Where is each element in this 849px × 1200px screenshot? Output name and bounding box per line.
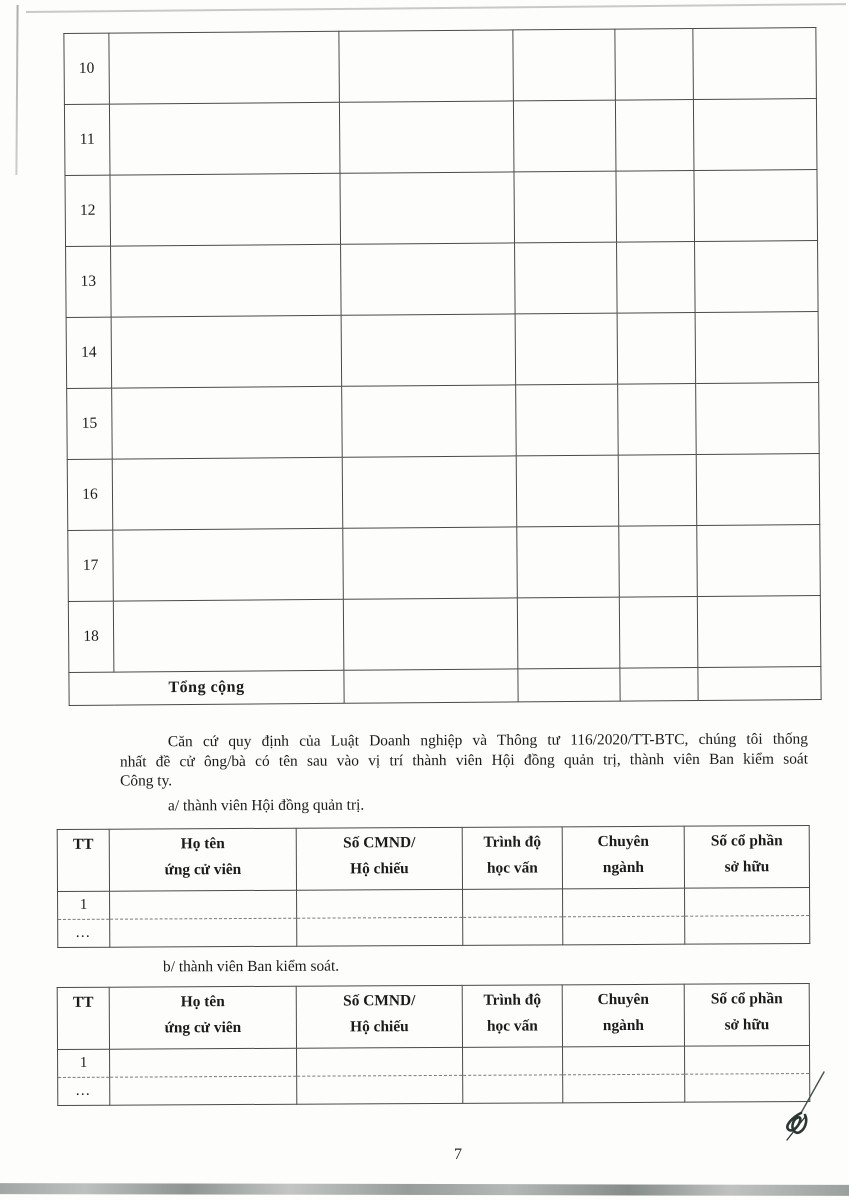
empty-cell — [620, 668, 698, 702]
empty-cell — [110, 1076, 297, 1105]
header-text: Chuyên — [597, 832, 649, 851]
header-cell-id — [296, 827, 462, 890]
row-number-cell: 14 — [66, 317, 112, 388]
header-cell-name — [109, 828, 296, 891]
empty-cell — [110, 173, 341, 246]
empty-cell — [615, 100, 694, 172]
empty-cell — [619, 526, 698, 598]
table-row — [68, 596, 821, 673]
empty-cell — [297, 1075, 463, 1104]
table-row — [58, 888, 810, 920]
empty-cell — [113, 528, 344, 601]
header-text: TT — [72, 993, 94, 1011]
header-text: TT — [72, 835, 94, 853]
table-row — [64, 28, 817, 105]
empty-cell — [518, 668, 620, 702]
row-number-cell: 1 — [58, 891, 110, 919]
empty-cell — [695, 312, 819, 384]
empty-cell — [685, 888, 810, 917]
table-row — [67, 454, 820, 531]
header-text: sở hữu — [724, 858, 770, 876]
row-number-cell: 13 — [66, 246, 112, 317]
intro-paragraph — [120, 729, 808, 791]
empty-cell — [111, 315, 342, 388]
empty-cell — [697, 525, 821, 597]
candidate-count-table — [63, 27, 821, 706]
empty-cell — [110, 890, 297, 919]
row-number-cell: 10 — [64, 33, 110, 104]
empty-cell — [695, 241, 819, 313]
empty-cell — [341, 314, 516, 386]
table-row — [67, 383, 820, 460]
header-text: Số CMND/ — [343, 834, 416, 852]
total-row — [69, 667, 821, 706]
scan-artifact-left-line — [15, 5, 18, 175]
empty-cell — [112, 386, 343, 459]
header-cell-major — [562, 826, 684, 889]
scan-artifact-top-line — [26, 3, 846, 13]
empty-cell — [340, 172, 515, 244]
header-cell-shares — [684, 984, 809, 1047]
header-text: Số CMND/ — [343, 992, 416, 1010]
empty-cell — [694, 170, 818, 242]
header-cell-shares — [684, 826, 809, 889]
header-text: Chuyên — [597, 990, 649, 1009]
empty-cell — [513, 100, 616, 172]
empty-cell — [342, 456, 517, 528]
paragraph-line: Công ty. — [120, 772, 173, 790]
empty-cell — [618, 455, 697, 527]
table-row — [58, 916, 810, 948]
empty-cell — [697, 596, 821, 668]
empty-cell — [616, 171, 695, 243]
empty-cell — [563, 916, 685, 945]
header-text: học vấn — [486, 1017, 538, 1035]
header-cell-name — [109, 986, 296, 1049]
section-a-label: a/ thành viên Hội đồng quản trị. — [167, 796, 365, 815]
empty-cell — [615, 29, 694, 101]
header-text: ngành — [602, 1016, 644, 1035]
empty-cell — [517, 526, 620, 598]
empty-cell — [111, 244, 342, 317]
header-text: Số cổ phần — [710, 832, 783, 850]
header-text: Họ tên — [180, 993, 225, 1011]
header-text: sở hữu — [724, 1016, 770, 1034]
header-cell-id — [296, 985, 462, 1048]
header-cell-tt — [57, 829, 109, 891]
row-number-cell: 1 — [58, 1049, 110, 1077]
empty-cell — [343, 598, 518, 670]
empty-cell — [339, 30, 514, 102]
row-number-cell: … — [58, 919, 110, 947]
empty-cell — [514, 171, 617, 243]
header-text: ứng cử viên — [164, 1019, 242, 1037]
empty-cell — [517, 597, 620, 669]
empty-cell — [297, 1047, 463, 1076]
section-b-label: b/ thành viên Ban kiểm soát. — [162, 957, 340, 976]
header-text: học vấn — [486, 859, 538, 877]
empty-cell — [693, 99, 817, 171]
table-row — [66, 241, 819, 318]
empty-cell — [463, 1075, 563, 1104]
header-cell-major — [562, 984, 684, 1047]
empty-cell — [342, 385, 517, 457]
header-cell-tt — [57, 987, 109, 1049]
row-number-cell: 18 — [68, 601, 114, 672]
empty-cell — [343, 527, 518, 599]
table-header-row — [57, 984, 809, 1050]
header-text: Hộ chiếu — [350, 860, 409, 878]
header-text: Họ tên — [180, 835, 225, 853]
empty-cell — [110, 918, 297, 947]
empty-cell — [618, 384, 697, 456]
empty-cell — [463, 889, 563, 918]
empty-cell — [110, 1048, 297, 1077]
page-number: 7 — [454, 1146, 462, 1163]
paragraph-line: Căn cứ quy định của Luật Doanh nghiệp và Thông tư 116/2020/TT-BTC, chúng tôi thống — [167, 730, 808, 751]
table-row — [66, 312, 819, 389]
empty-cell — [344, 669, 518, 703]
header-text: ứng cử viên — [164, 861, 242, 879]
empty-cell — [617, 242, 696, 314]
supervisory-board-table — [57, 983, 811, 1106]
empty-cell — [297, 917, 463, 946]
row-number-cell: 11 — [64, 104, 110, 175]
table-row — [58, 1046, 810, 1078]
empty-cell — [516, 455, 619, 527]
header-text: Số cổ phần — [710, 990, 783, 1008]
empty-cell — [693, 28, 817, 100]
header-text: Hộ chiếu — [350, 1018, 409, 1036]
empty-cell — [617, 313, 696, 385]
empty-cell — [563, 1074, 685, 1103]
row-number-cell: 12 — [65, 175, 111, 246]
table-row — [65, 170, 818, 247]
header-cell-education — [462, 985, 562, 1048]
empty-cell — [563, 888, 685, 917]
empty-cell — [463, 917, 563, 946]
empty-cell — [696, 454, 820, 526]
empty-cell — [297, 889, 463, 918]
empty-cell — [563, 1046, 685, 1075]
header-text: ngành — [602, 858, 644, 877]
empty-cell — [619, 597, 698, 669]
header-text: Trình độ — [483, 833, 542, 851]
table-row — [58, 1074, 810, 1106]
header-text: Trình độ — [483, 991, 542, 1009]
empty-cell — [463, 1047, 563, 1076]
paragraph-line: nhất đề cử ông/bà có tên sau vào vị trí thành viên Hội đồng quản trị, thành viên Ban kiểm soát — [119, 749, 809, 771]
board-members-table — [57, 825, 811, 948]
empty-cell — [515, 242, 618, 314]
row-number-cell: 15 — [67, 388, 113, 459]
total-label-cell: Tổng cộng — [69, 670, 344, 705]
row-number-cell: 16 — [67, 459, 113, 530]
empty-cell — [109, 102, 340, 175]
empty-cell — [696, 383, 820, 455]
row-number-cell: 17 — [68, 530, 114, 601]
empty-cell — [516, 384, 619, 456]
empty-cell — [341, 243, 516, 315]
empty-cell — [112, 457, 343, 530]
empty-cell — [513, 29, 616, 101]
empty-cell — [515, 313, 618, 385]
header-cell-education — [462, 827, 562, 890]
empty-cell — [339, 101, 514, 173]
empty-cell — [685, 916, 810, 945]
signature-paraph-mark — [772, 1070, 828, 1144]
empty-cell — [113, 599, 344, 672]
scan-artifact-bottom-edge — [0, 1183, 849, 1196]
table-row — [64, 99, 817, 176]
empty-cell — [109, 31, 340, 104]
empty-cell — [698, 667, 821, 701]
table-header-row — [57, 826, 809, 892]
table-row — [68, 525, 821, 602]
row-number-cell: … — [58, 1077, 110, 1105]
